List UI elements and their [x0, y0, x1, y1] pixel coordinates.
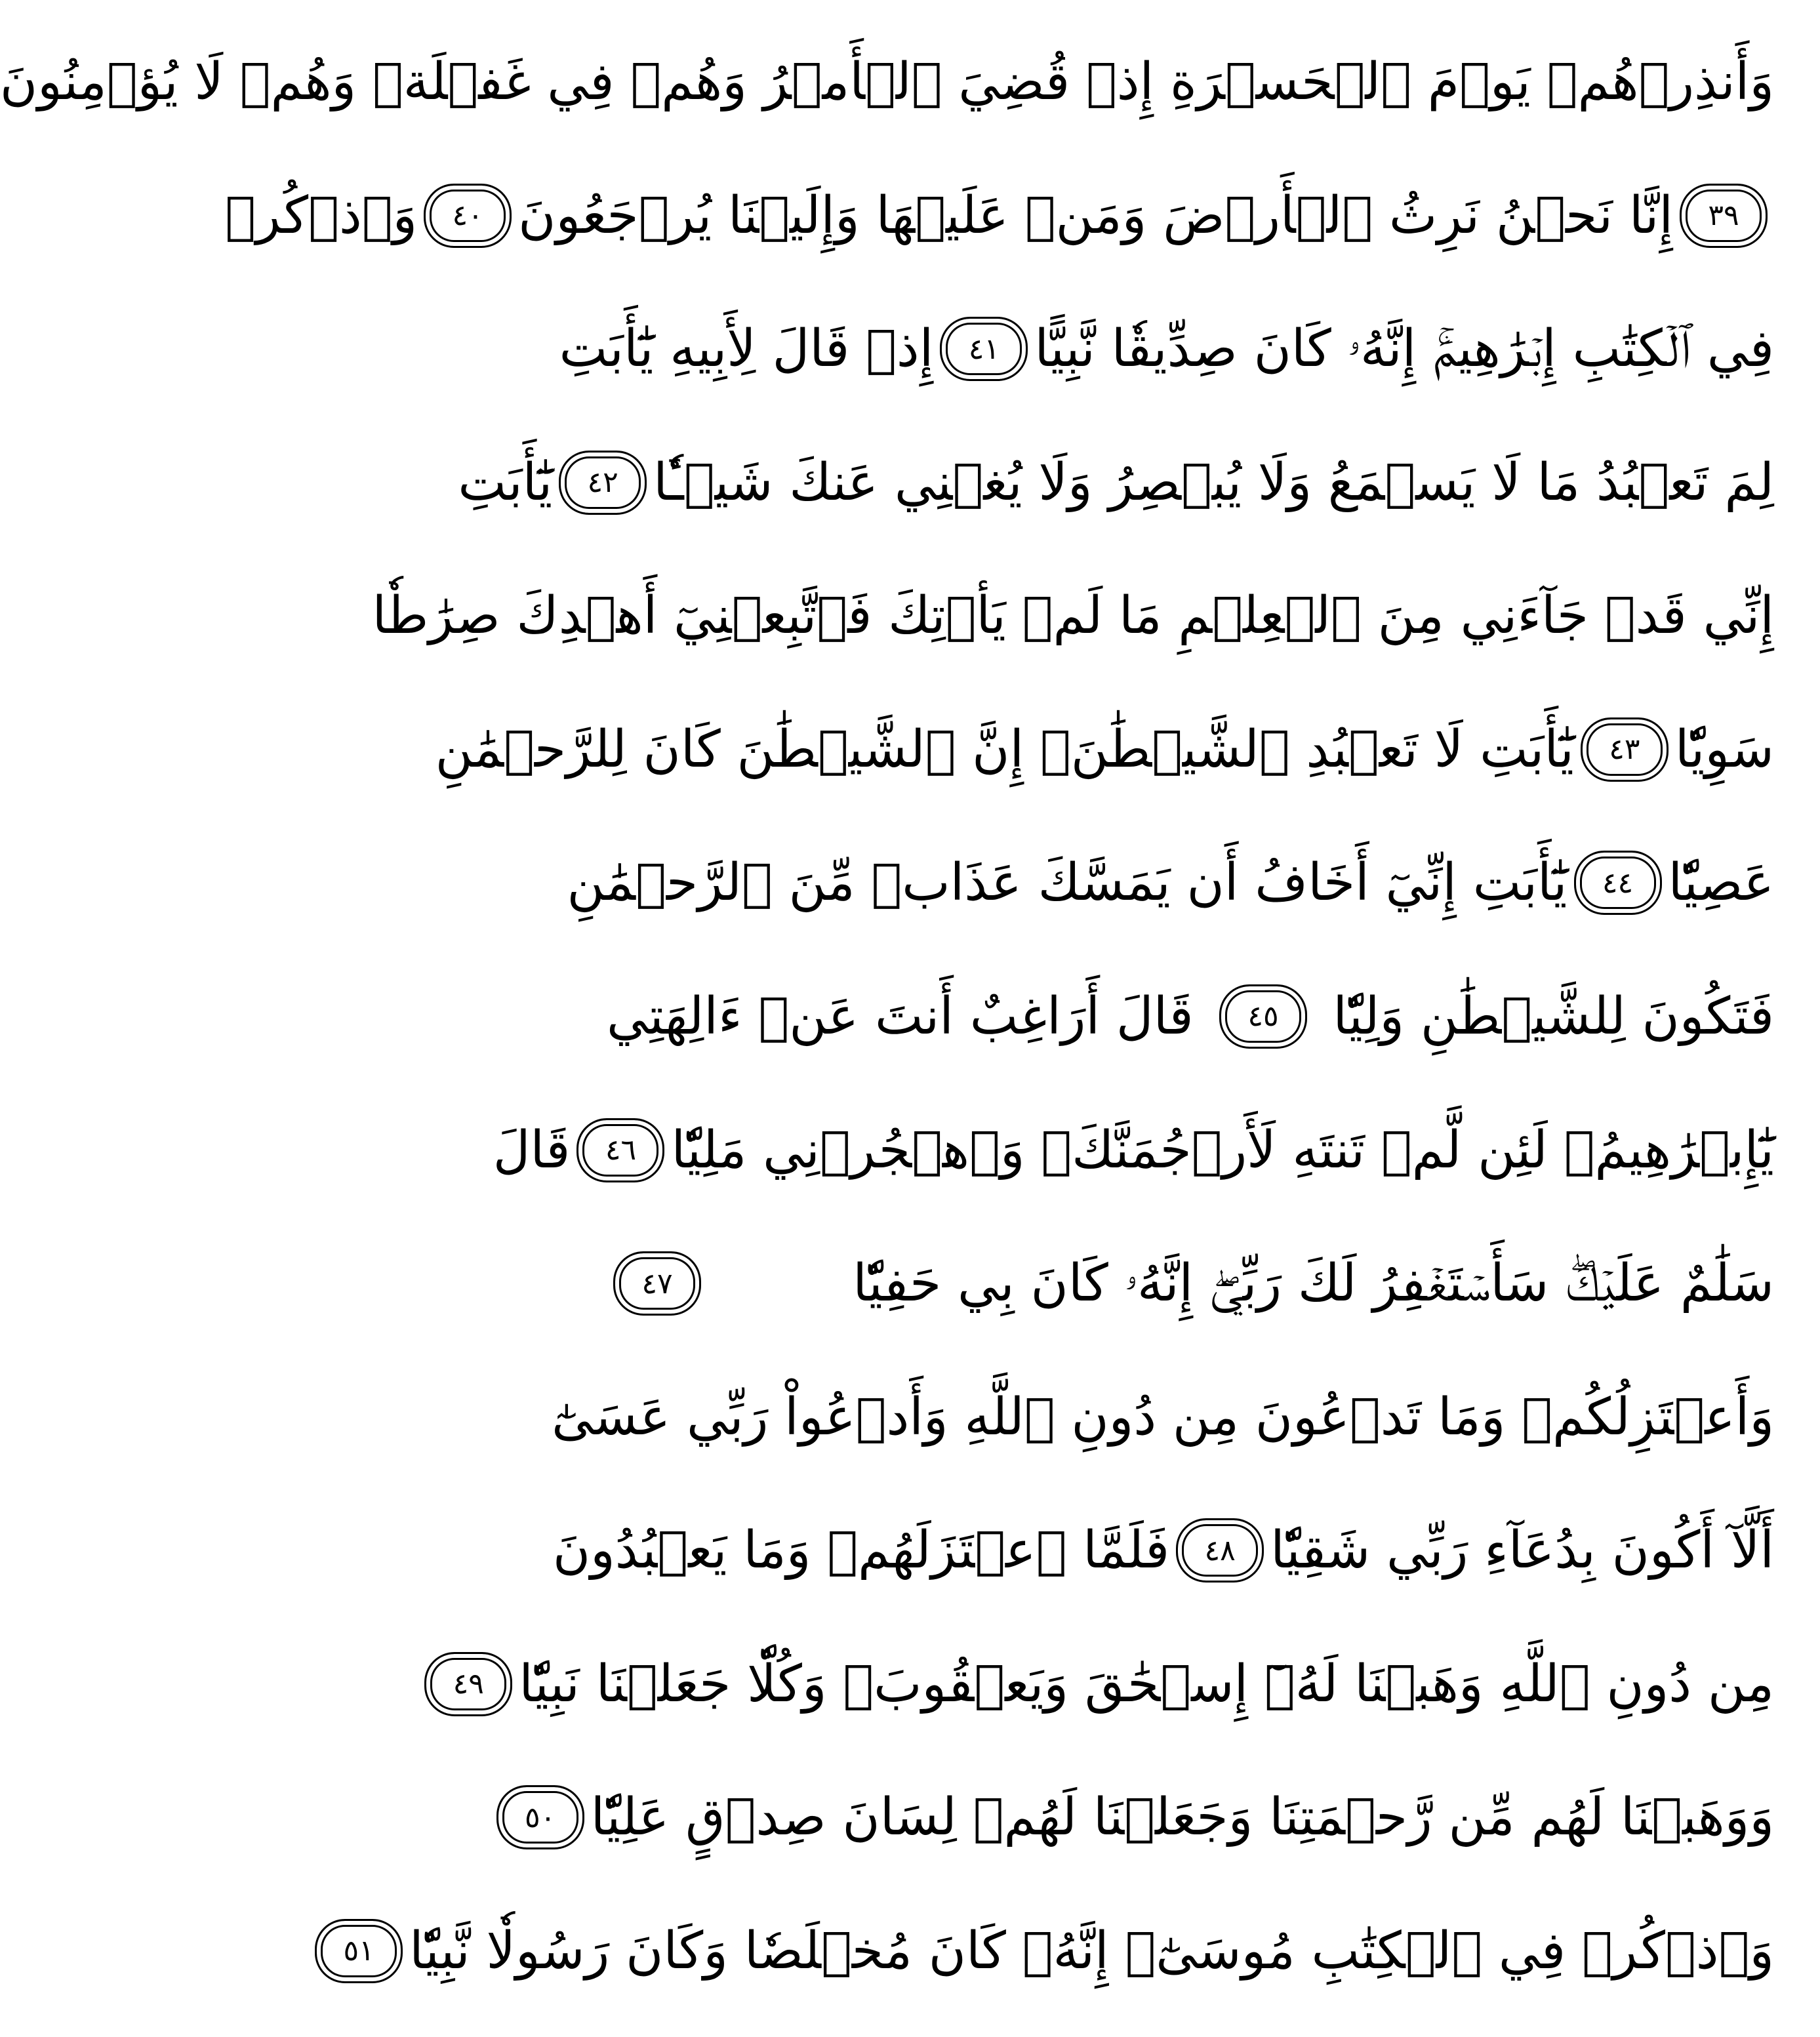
ayah-number-marker: ٤٠ — [424, 184, 512, 248]
text-line — [493, 1088, 1774, 1213]
verse-text: فِي ٱلۡكِتَٰبِ إِبۡرَٰهِيمَۚ إِنَّهُۥ كَانَ صِدِّيقٗا نَّبِيًّا — [1034, 319, 1774, 378]
verse-text: إِنِّي قَدۡ جَآءَنِي مِنَ ٱلۡعِلۡمِ مَا لَمۡ يَأۡتِكَ فَٱتَّبِعۡنِيٓ أَهۡدِكَ صِرَٰطٗا — [372, 586, 1774, 646]
ayah-number-marker: ٤٨ — [1176, 1518, 1264, 1583]
verse-text: وَٱذۡكُرۡ فِي ٱلۡكِتَٰبِ مُوسَىٰٓۚ إِنَّهُۥ كَانَ مُخۡلَصٗا وَكَانَ رَسُولٗا نَّبِيّٗا — [409, 1921, 1774, 1981]
ayah-number-marker: ٤١ — [940, 317, 1028, 381]
text-line — [435, 687, 1774, 812]
ayah-number-marker: ٤٥ — [1219, 984, 1307, 1049]
text-line — [552, 1355, 1774, 1480]
text-line — [525, 1755, 1774, 1880]
verse-text: يَٰٓأَبَتِ لَا تَعۡبُدِ ٱلشَّيۡطَٰنَۖ إِنَّ ٱلشَّيۡطَٰنَ كَانَ لِلرَّحۡمَٰنِ — [435, 719, 1574, 779]
verse-text: يَٰٓأَبَتِ — [458, 453, 553, 512]
verse-text: عَصِيّٗا — [1668, 853, 1774, 913]
ayah-number-marker: ٤٤ — [1574, 851, 1662, 915]
text-line — [552, 1488, 1774, 1613]
verse-lines — [0, 20, 1774, 2013]
text-line — [567, 820, 1774, 945]
verse-text: وَٱذۡكُرۡ — [225, 186, 418, 245]
text-line — [453, 1622, 1774, 1746]
text-line — [607, 954, 1774, 1079]
verse-text: سَلَٰمٌ عَلَيۡكَۖ سَأَسۡتَغۡفِرُ لَكَ رَبِّيٓۖ إِنَّهُۥ كَانَ بِي حَفِيّٗا — [853, 1253, 1774, 1313]
ayah-number-marker: ٤٧ — [613, 1251, 701, 1316]
verse-text: فَتَكُونَ لِلشَّيۡطَٰنِ وَلِيّٗا — [1333, 986, 1774, 1046]
verse-text: إِنَّا نَحۡنُ نَرِثُ ٱلۡأَرۡضَ وَمَنۡ عَلَيۡهَا وَإِلَيۡنَا يُرۡجَعُونَ — [518, 186, 1673, 245]
ayah-number-marker: ٤٦ — [576, 1118, 664, 1182]
ayah-number-marker: ٣٩ — [1680, 184, 1768, 248]
ayah-number-marker: ٤٢ — [559, 451, 647, 515]
ayah-number-marker: ٥١ — [315, 1919, 403, 1983]
text-line — [225, 153, 1774, 278]
ayah-number-marker: ٤٣ — [1581, 717, 1668, 782]
verse-text: قَالَ — [493, 1120, 571, 1180]
verse-text: أَلَّآ أَكُونَ بِدُعَآءِ رَبِّي شَقِيّٗا — [1270, 1521, 1774, 1581]
verse-text: وَوَهَبۡنَا لَهُم مِّن رَّحۡمَتِنَا وَجَعَلۡنَا لَهُمۡ لِسَانَ صِدۡقٍ عَلِيّٗا — [590, 1788, 1774, 1847]
text-line — [372, 554, 1774, 678]
verse-text: وَأَنذِرۡهُمۡ يَوۡمَ ٱلۡحَسۡرَةِ إِذۡ قُضِيَ ٱلۡأَمۡرُ وَهُمۡ فِي غَفۡلَةٖ وَهُمۡ لَا يُؤۡمِنُونَ — [0, 52, 1774, 111]
verse-text: فَلَمَّا ٱعۡتَزَلَهُمۡ وَمَا يَعۡبُدُونَ — [552, 1521, 1170, 1581]
text-line — [607, 1221, 1774, 1346]
ayah-number-marker: ٥٠ — [496, 1785, 584, 1849]
verse-text: وَأَعۡتَزِلُكُمۡ وَمَا تَدۡعُونَ مِن دُونِ ٱللَّهِ وَأَدۡعُواْ رَبِّي عَسَىٰٓ — [552, 1387, 1774, 1447]
verse-text: يَٰٓإِبۡرَٰهِيمُۖ لَئِن لَّمۡ تَنتَهِ لَأَرۡجُمَنَّكَۖ وَٱهۡجُرۡنِي مَلِيّٗا — [671, 1120, 1774, 1180]
verse-text: قَالَ أَرَاغِبٌ أَنتَ عَنۡ ءَالِهَتِي — [607, 986, 1194, 1046]
verse-text: سَوِيّٗا — [1674, 719, 1774, 779]
text-line — [343, 1889, 1774, 2013]
verse-text: لِمَ تَعۡبُدُ مَا لَا يَسۡمَعُ وَلَا يُبۡصِرُ وَلَا يُغۡنِي عَنكَ شَيۡـٔٗا — [653, 453, 1774, 512]
verse-text: مِن دُونِ ٱللَّهِ وَهَبۡنَا لَهُۥٓ إِسۡحَٰقَ وَيَعۡقُوبَۖ وَكُلّٗا جَعَلۡنَا نَبِيّٗا — [519, 1654, 1774, 1714]
ayah-number-marker: ٤٩ — [424, 1652, 512, 1716]
verse-text: يَٰٓأَبَتِ إِنِّيٓ أَخَافُ أَن يَمَسَّكَ عَذَابٞ مِّنَ ٱلرَّحۡمَٰنِ — [567, 853, 1567, 913]
verse-text: إِذۡ قَالَ لِأَبِيهِ يَٰٓأَبَتِ — [559, 319, 934, 379]
text-line — [458, 420, 1774, 545]
text-line — [0, 20, 1774, 144]
text-line — [559, 287, 1774, 411]
